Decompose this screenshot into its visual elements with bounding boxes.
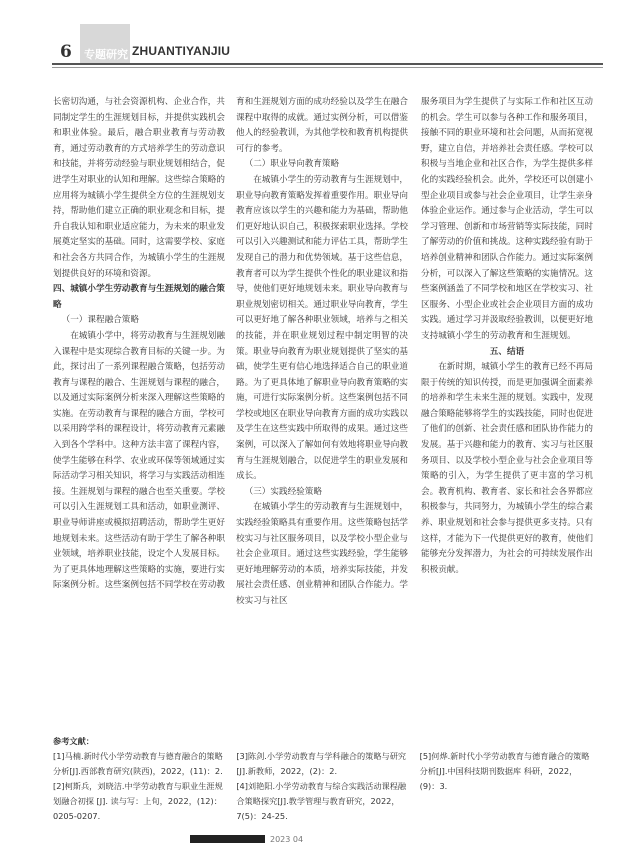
body-paragraph: 在新时期，城镇小学生的教育已经不再局限于传统的知识传授，而是更加强调全面素养的培养和学生未来生涯的规划。实践中，发现融合策略能够将学生的实践技能，同时也促进了他们的创新、社会责任感和团队协作能力的发展。基于兴趣和能力的教育、实习与社区服务项目、以及学校小型企业与社会企业项目等策略的引入，为学生提供了更丰富的学习机会。教育机构、教育者、家长和社会各界都应积极参与，共同努力，为城镇小学生的综合素养、职业规划和社会参与提供更多支持。只有这样，才能为下一代提供更好的教育，使他们能够充分发挥潜力，为社会的可持续发展作出积极贡献。	[421, 362, 593, 575]
section-heading: 四、城镇小学生劳动教育与生涯规划的融合策略	[53, 284, 225, 310]
body-paragraph: 在城镇小学生的劳动教育与生涯规划中，职业导向教育策略发挥着重要作用。职业导向教育应该以学生的兴趣和能力为基础，帮助他们更好地认识自己，积极探索职业选择。学校可以引入兴趣测试和能力评估工具，帮助学生发现自己的潜力和优势领域。基于这些信息，教育者可以为学生提供个性化的职业建议和指导，使他们更好地规划未来。职业导向教育与职业规划密切相关。通过职业导向教育，学生可以更好地了解各种职业领域，培养与之相关的技能，并在职业规划过程中制定明智的决策。职业导向教育为职业规划提供了坚实的基础，使学生更有信心地选择适合自己的职业道路。为了更具体地了解职业导向教育策略的实施，可进行实际案例分析。这些案例包括不同学校或地区在职业导向教育方面的成功实践以及学生在这些实践中所取得的成果。通过这些案例，可以深入了解如何有效地将职业导向教育与生涯规划融合，以促进学生的职业发展和成长。	[236, 174, 408, 482]
section-heading: 五、结语	[489, 346, 525, 357]
reference-item: [2]柯斯兵，刘晓洁.中学劳动教育与职业生涯规划融合初探 [J]. 读与写：上旬，2022，(12)：0205-0207.	[53, 781, 223, 821]
header-rule	[52, 63, 603, 65]
header-rule-thin	[52, 67, 603, 68]
body-paragraph: 服务项目为学生提供了与实际工作和社区互动的机会。学生可以参与各种工作和服务项目，接触不同的职业环境和社会问题，从而拓宽视野，建立自信，并培养社会责任感。学校可以积极与当地企业和社区合作，为学生提供多样化的实践经验机会。此外，学校还可以创建小型企业项目或参与社会企业项目，让学生亲身体验企业运作。通过参与企业活动，学生可以学习管理、创新和市场营销等实际技能，同时了解劳动的价值和挑战。这种实践经验有助于培养创业精神和团队合作能力。通过实际案例分析，可以深入了解这些策略的实施情况。这些案例涵盖了不同学校和地区在学校实习、社区服务、小型企业或社会企业项目方面的成功实践。通过学习并汲取经验教训，以便更好地支持城镇小学生的劳动教育和生涯规划。	[421, 97, 593, 341]
body-paragraph: 长密切沟通，与社会资源机构、企业合作，共同制定学生的生涯规划目标，并提供实践机会和职业体验。最后，融合职业教育与劳动教育，通过劳动教育的方式培养学生的劳动意识和技能，并将劳动经验与职业规划相结合，促进学生对职业的认知和理解。这些综合策略的应用将为城镇小学生提供全方位的生涯规划支持，帮助他们建立正确的职业观念和目标，提升自我认知和职业适应能力，为未来的职业发展奠定坚实的基础。同时，这需要学校、家庭和社会各方共同合作，为城镇小学生的生涯规划提供良好的环境和资源。	[53, 97, 225, 279]
journal-logo	[190, 835, 265, 843]
subsection-heading: （一）课程融合策略	[61, 315, 139, 326]
references-title: 参考文献：	[53, 736, 94, 746]
reference-item: [1]马楠.新时代小学劳动教育与德育融合的策略分析[J].西部教育研究(陕西)，2022，(11)：2.	[53, 751, 223, 776]
text-column-2	[236, 95, 408, 610]
page-header	[0, 18, 641, 68]
page-footer	[190, 835, 330, 843]
references-column-2	[236, 749, 419, 824]
body-paragraph: 在城镇小学生的劳动教育与生涯规划中，实践经验策略具有重要作用。这些策略包括学校实习与社区服务项目，以及学校小型企业与社会企业项目。通过这些实践经验，学生能够更好地理解劳动的本质，培养实际技能，并发展社会责任感、创业精神和团队合作能力。学校实习与社区	[236, 502, 408, 606]
reference-item: [4]刘艳阳.小学劳动教育与综合实践活动课程融合策略探究[J].教学管理与教育研究，2022，7(5)：24-25.	[236, 781, 407, 821]
column-name: 专题研究	[84, 48, 128, 61]
references-column-3	[420, 749, 603, 824]
column-pinyin: ZHUANTIYANJIU	[132, 44, 231, 58]
subsection-heading: （三）实践经验策略	[244, 486, 322, 497]
references-column-1	[53, 749, 236, 824]
references-columns	[53, 749, 603, 824]
reference-item: [5]何烨.新时代小学劳动教育与德育融合的策略分析[J].中国科技期刊数据库 科研，2022，(9)：3.	[419, 751, 590, 791]
body-paragraph: 在城镇小学中，将劳动教育与生涯规划融入课程中是实现综合教育目标的关键一步。为此，探讨出了一系列课程融合策略，包括劳动教育与课程的融合、生涯规划与课程的融合，以及通过实际案例分析来深入理解这些策略的实施。在劳动教育与课程的融合方面，学校可以采用跨学科的课程设计，将劳动教育元素融入到各个学科中。这种方法丰富了课程内容，使学生能够在科学、农业或环保等领域通过实际活动学习相关知识，将学习与实践活动相连接。生涯规划与课程的融合也至关重要。学校可以引入生涯规划工具和活动，如职业测评、职业导师讲座或模拟招聘活动，帮助学生更好地规划未来。这些活动有助于学生了解各种职业领域，培养职业技能，设定个人发展目标。为了更具体地理解这些策略的实施，要进行实际案例分析。这些案例包括不同学校在劳动教	[53, 330, 225, 591]
text-column-3	[421, 95, 593, 578]
references	[53, 734, 603, 824]
subsection-heading: （二）职业导向教育策略	[244, 159, 340, 170]
footer-issue: 2023 04	[270, 835, 304, 843]
reference-item: [3]陈剑.小学劳动教育与学科融合的策略与研究[J].新教师，2022，(2)：2.	[236, 751, 407, 776]
page-number: 6	[60, 42, 72, 62]
body-paragraph: 育和生涯规划方面的成功经验以及学生在融合课程中取得的成就。通过实例分析，可以借鉴他人的经验教训，为其他学校和教育机构提供可行的参考。	[236, 97, 408, 154]
text-column-1	[53, 95, 225, 594]
column-tag	[80, 24, 130, 64]
